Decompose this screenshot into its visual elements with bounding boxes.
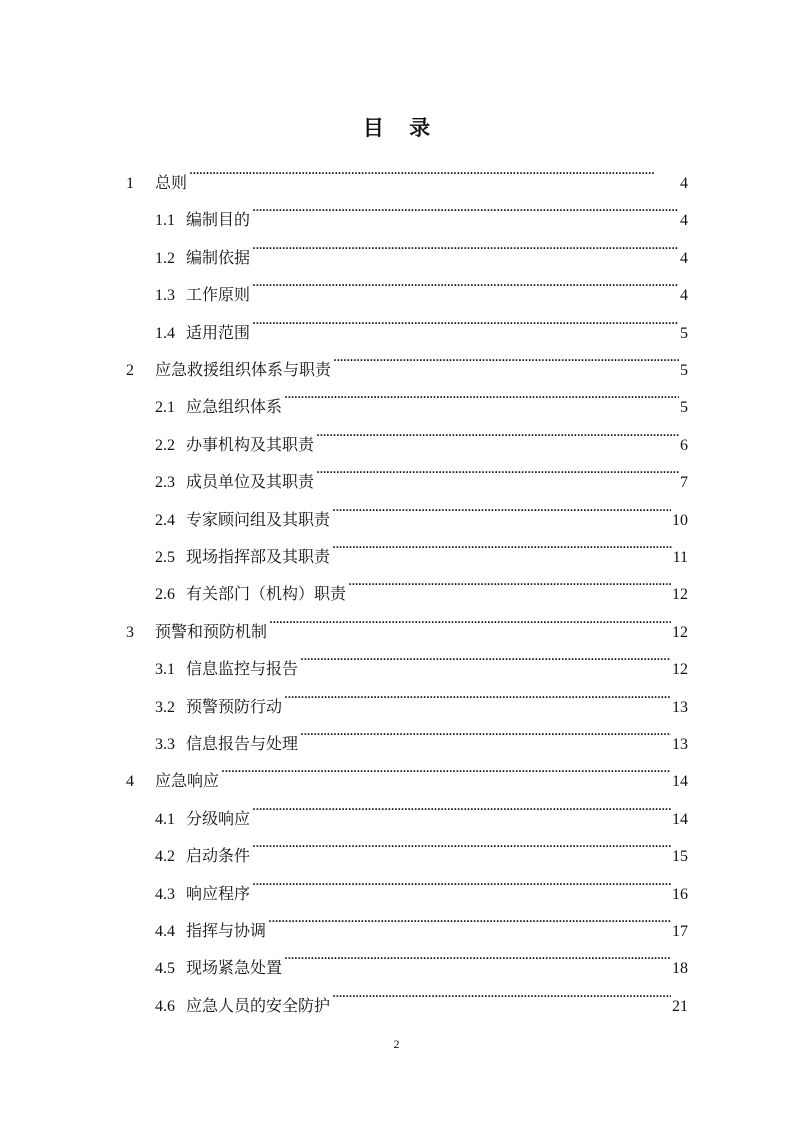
toc-entry[interactable] [155, 863, 688, 903]
toc-number: 3.1 [155, 661, 175, 679]
toc-title: 专家顾问组及其职责 [186, 511, 331, 529]
toc-entry[interactable] [155, 900, 688, 940]
toc-title: 应急人员的安全防护 [186, 997, 331, 1015]
toc-entry[interactable] [155, 788, 688, 828]
toc-number: 1 [126, 175, 134, 192]
toc-entry[interactable] [155, 376, 688, 417]
toc-title: 成员单位及其职责 [186, 474, 315, 492]
toc-number: 2 [126, 362, 134, 379]
dot-leader [332, 526, 672, 562]
toc-page-number: 13 [672, 736, 688, 753]
toc-number: 4.4 [155, 923, 175, 940]
dot-leader [189, 152, 679, 188]
dot-leader [252, 825, 671, 861]
toc-entry[interactable] [155, 414, 688, 454]
toc-page-number: 12 [672, 586, 688, 604]
toc-page-number: 13 [672, 698, 688, 716]
dot-leader [300, 638, 671, 674]
toc-entry[interactable] [155, 451, 688, 492]
toc-entry[interactable] [155, 937, 688, 978]
toc-number: 3.3 [155, 736, 175, 753]
dot-leader [316, 451, 679, 487]
toc-number: 3.2 [155, 698, 175, 716]
toc-title: 应急响应 [155, 773, 220, 791]
toc-entry[interactable] [155, 489, 688, 529]
dot-leader [284, 376, 679, 412]
toc-number: 1.1 [155, 212, 175, 230]
toc-page-number: 16 [672, 885, 688, 903]
dot-leader [284, 676, 671, 712]
toc-title: 工作原则 [186, 287, 251, 305]
toc-title: 编制依据 [186, 249, 251, 267]
toc-number: 2.5 [155, 549, 175, 566]
toc-number: 4.5 [155, 960, 175, 978]
toc-title: 现场指挥部及其职责 [186, 549, 331, 566]
toc-number: 1.3 [155, 287, 175, 305]
toc-number: 4 [126, 773, 134, 791]
toc-title: 编制目的 [186, 212, 251, 230]
toc-page-number: 5 [680, 362, 688, 379]
toc-page-number: 18 [672, 960, 688, 978]
toc-page-number: 4 [680, 249, 688, 267]
toc-entry[interactable] [126, 750, 688, 791]
dot-leader [221, 750, 671, 786]
toc-page-number: 14 [672, 773, 688, 791]
toc-entry[interactable] [155, 563, 688, 604]
toc-page-number: 4 [680, 212, 688, 230]
toc-number: 4.3 [155, 885, 175, 903]
toc-entry[interactable] [155, 302, 688, 342]
toc-title: 启动条件 [186, 848, 251, 866]
toc-page-number: 6 [680, 436, 688, 454]
toc-title: 预警和预防机制 [155, 623, 268, 641]
toc-entry[interactable] [126, 601, 688, 641]
toc-title: 有关部门（机构）职责 [186, 586, 347, 604]
toc-page-number: 15 [672, 848, 688, 866]
dot-leader [252, 227, 679, 263]
toc-title: 信息监控与报告 [186, 661, 299, 679]
toc-page-number: 4 [680, 287, 688, 305]
toc-page-number: 12 [672, 623, 688, 641]
toc-number: 2.2 [155, 436, 175, 454]
toc-number: 4.1 [155, 810, 175, 828]
toc-entry[interactable] [155, 825, 688, 866]
toc-title: 应急救援组织体系与职责 [155, 362, 332, 379]
dot-leader [348, 563, 671, 599]
toc-page-number: 5 [680, 399, 688, 417]
dot-leader [284, 937, 671, 973]
toc-number: 2.3 [155, 474, 175, 492]
toc-entry[interactable] [126, 152, 688, 192]
toc-entry[interactable] [155, 676, 688, 716]
page-title: 目 录 [362, 116, 441, 140]
toc-entry[interactable] [126, 339, 688, 379]
toc-page-number: 7 [680, 474, 688, 492]
dot-leader [332, 975, 671, 1011]
toc-title: 信息报告与处理 [186, 736, 299, 753]
footer-page-number: 2 [393, 1037, 400, 1051]
toc-page-number: 14 [672, 810, 688, 828]
toc-page-number: 10 [672, 511, 688, 529]
dot-leader [332, 489, 671, 525]
toc-title: 现场紧急处置 [186, 960, 283, 978]
dot-leader [268, 900, 671, 936]
toc-number: 1.4 [155, 324, 175, 342]
toc-title: 总则 [155, 175, 188, 192]
toc-title: 应急组织体系 [186, 399, 283, 417]
toc-number: 4.2 [155, 848, 175, 866]
toc-number: 2.6 [155, 586, 175, 604]
toc-number: 2.1 [155, 399, 175, 417]
toc-entry[interactable] [155, 638, 688, 679]
dot-leader [300, 713, 671, 749]
toc-entry[interactable] [155, 526, 688, 566]
dot-leader [252, 189, 679, 225]
toc-page-number: 21 [672, 997, 688, 1015]
dot-leader [269, 601, 671, 637]
toc-page-number: 17 [672, 923, 688, 940]
toc-entry[interactable] [155, 713, 688, 753]
dot-leader [316, 414, 679, 450]
toc-number: 1.2 [155, 249, 175, 267]
toc-title: 分级响应 [186, 810, 251, 828]
toc-title: 办事机构及其职责 [186, 436, 315, 454]
toc-entry[interactable] [155, 975, 688, 1015]
dot-leader [333, 339, 679, 375]
toc-page-number: 11 [672, 549, 688, 566]
toc-page-number: 12 [672, 661, 688, 679]
toc-page-number: 4 [680, 175, 688, 192]
toc-entry[interactable] [155, 189, 688, 230]
toc-title: 指挥与协调 [186, 923, 267, 940]
dot-leader [252, 264, 679, 300]
toc-number: 4.6 [155, 997, 175, 1015]
toc-title: 预警预防行动 [186, 698, 283, 716]
dot-leader [252, 863, 671, 899]
toc-title: 响应程序 [186, 885, 251, 903]
dot-leader [252, 302, 679, 338]
toc-title: 适用范围 [186, 324, 251, 342]
dot-leader [252, 788, 671, 824]
toc-entry[interactable] [155, 264, 688, 305]
toc-number: 3 [126, 623, 134, 641]
toc-page-number: 5 [680, 324, 688, 342]
toc-entry[interactable] [155, 227, 688, 267]
toc-number: 2.4 [155, 511, 175, 529]
